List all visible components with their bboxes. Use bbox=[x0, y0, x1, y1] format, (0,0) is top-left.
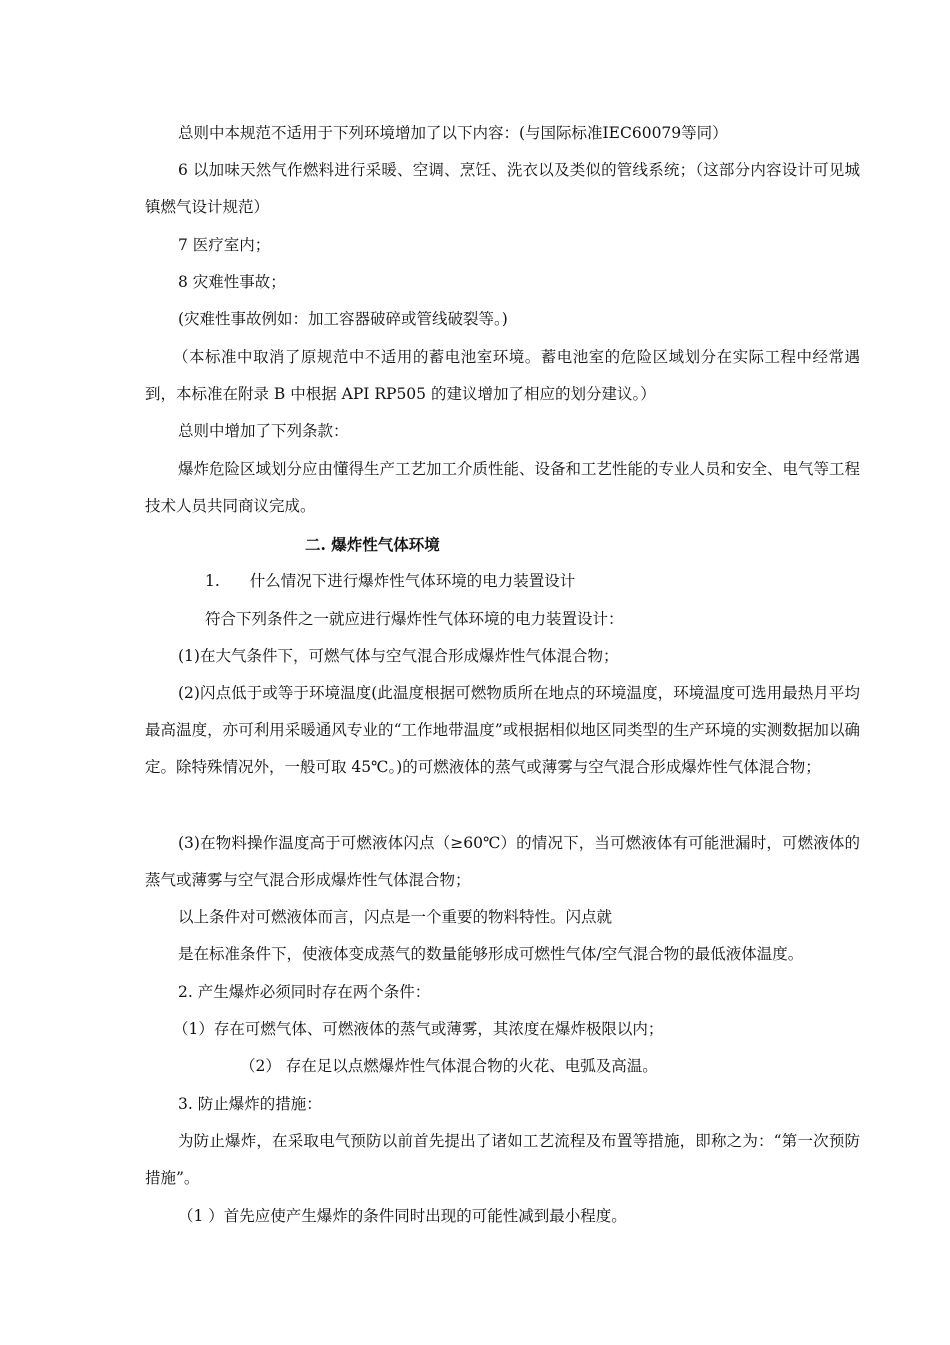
numbered-item-1-number: 1. bbox=[205, 572, 220, 590]
paragraph-general-exclusions: 总则中本规范不适用于下列环境增加了以下内容：(与国际标准IEC60079等同） bbox=[178, 124, 728, 142]
paragraph-battery-room-note: （本标准中取消了原规范中不适用的蓄电池室环境。蓄电池室的危险区域划分在实际工程中经常遇到，本标准在附录 B 中根据 API RP505 的建议增加了相应的划分建议。） bbox=[145, 348, 860, 403]
paragraph-added-clauses: 总则中增加了下列条款： bbox=[178, 422, 349, 440]
numbered-item-1 bbox=[145, 563, 920, 600]
paragraph-item-6: 6 以加味天然气作燃料进行采暖、空调、烹饪、洗衣以及类似的管线系统；（这部分内容设计可见城镇燃气设计规范） bbox=[145, 161, 860, 216]
paragraph-first-prevention: 为防止爆炸，在采取电气预防以前首先提出了诸如工艺流程及布置等措施，即称之为：“第一次预防措施”。 bbox=[145, 1132, 860, 1187]
prevention-measure-1: （1 ）首先应使产生爆炸的条件同时出现的可能性减到最小程度。 bbox=[178, 1207, 627, 1225]
explosion-condition-2: （2） 存在足以点燃爆炸性气体混合物的火花、电弧及高温。 bbox=[240, 1057, 658, 1075]
paragraph-disaster-example: (灾难性事故例如：加工容器破碎或管线破裂等。) bbox=[178, 310, 508, 328]
section-heading: 二. 爆炸性气体环境 bbox=[305, 535, 440, 554]
numbered-item-3: 3. 防止爆炸的措施： bbox=[178, 1095, 322, 1113]
paragraph-item-8: 8 灾难性事故； bbox=[178, 273, 286, 291]
paragraph-item-7: 7 医疗室内； bbox=[178, 236, 271, 254]
numbered-item-1-text: 什么情况下进行爆炸性气体环境的电力装置设计 bbox=[249, 572, 576, 590]
explosion-condition-1: （1）存在可燃气体、可燃液体的蒸气或薄雾，其浓度在爆炸极限以内； bbox=[173, 1020, 664, 1038]
condition-1: (1)在大气条件下，可燃气体与空气混合形成爆炸性气体混合物； bbox=[178, 647, 619, 665]
paragraph-conditions-intro: 符合下列条件之一就应进行爆炸性气体环境的电力装置设计： bbox=[205, 610, 624, 628]
condition-2: (2)闪点低于或等于环境温度(此温度根据可燃物质所在地点的环境温度，环境温度可选用最热月平均最高温度，亦可利用采暖通风专业的“工作地带温度”或根据相似地区同类型的生产环境的实测数据加以确定。除特殊情况外，一般可取 45℃。)的可燃液体的蒸气或薄雾与空气混合形成爆炸性气体混合物； bbox=[145, 684, 860, 776]
condition-3: (3)在物料操作温度高于可燃液体闪点（≥60℃）的情况下，当可燃液体有可能泄漏时，可燃液体的蒸气或薄雾与空气混合形成爆炸性气体混合物； bbox=[145, 834, 860, 889]
paragraph-zone-classification: 爆炸危险区域划分应由懂得生产工艺加工介质性能、设备和工艺性能的专业人员和安全、电气等工程技术人员共同商议完成。 bbox=[145, 460, 861, 515]
paragraph-flashpoint: 以上条件对可燃液体而言，闪点是一个重要的物料特性。闪点就 bbox=[178, 908, 613, 926]
paragraph-flashpoint-definition: 是在标准条件下，使液体变成蒸气的数量能够形成可燃性气体/空气混合物的最低液体温度。 bbox=[178, 945, 804, 963]
numbered-item-2: 2. 产生爆炸必须同时存在两个条件： bbox=[178, 983, 431, 1001]
